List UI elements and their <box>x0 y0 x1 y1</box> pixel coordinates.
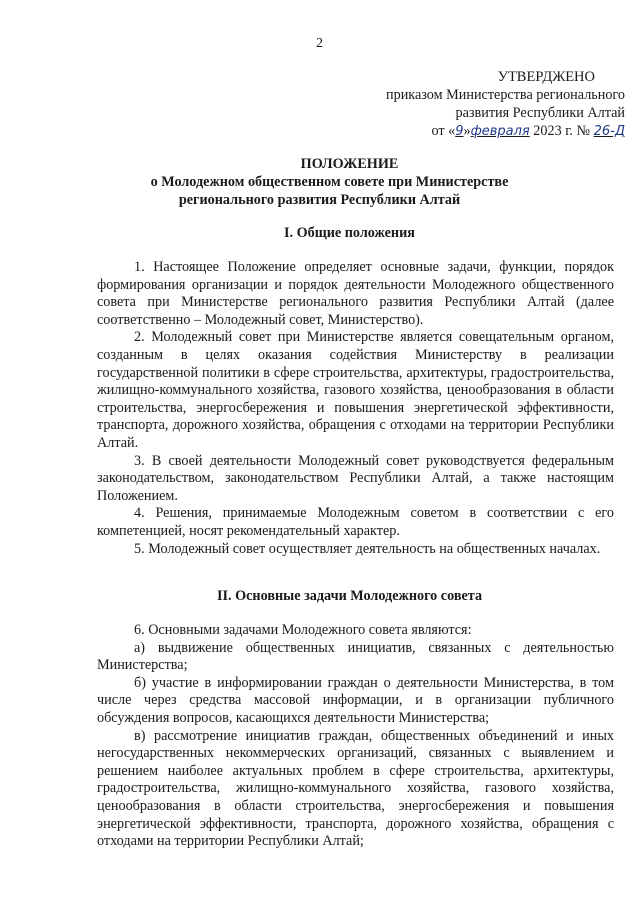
handwritten-day: 9 <box>455 124 464 139</box>
paragraph: б) участие в информировании граждан о деятельности Министерства, в том числе через средства массовой информации, и в организации публичного обсуждения вопросов, касающихся деятельности Министерства; <box>97 674 614 726</box>
title-line-2: о Молодежном общественном совете при Министерстве <box>150 174 509 190</box>
paragraph: 1. Настоящее Положение определяет основные задачи, функции, порядок формирования организации и порядок деятельности Молодежного общественного совета при Министерстве регионального развития Республики Алтай (далее соответственно – Молодежный совет, Министерство). <box>97 259 614 328</box>
section-2-heading: II. Основные задачи Молодежного совета <box>216 588 483 604</box>
date-mid: » <box>463 123 471 139</box>
approval-line-1: приказом Министерства регионального <box>386 87 625 103</box>
title-main: ПОЛОЖЕНИЕ <box>300 156 399 172</box>
paragraph: 4. Решения, принимаемые Молодежным советом в соответствии с его компетенцией, носят рекомендательный характер. <box>97 505 614 539</box>
paragraph: 5. Молодежный совет осуществляет деятельность на общественных началах. <box>134 540 601 557</box>
paragraph: 3. В своей деятельности Молодежный совет руководствуется федеральным законодательством, законодательством Республики Алтай, а также настоящим Положением. <box>97 452 614 504</box>
date-prefix: от « <box>431 123 456 139</box>
section-2-body <box>97 622 614 851</box>
section-1-body <box>97 259 614 558</box>
handwritten-month: февраля <box>470 124 530 139</box>
paragraph: 6. Основными задачами Молодежного совета являются: <box>134 622 472 638</box>
page-number: 2 <box>316 36 323 51</box>
title-line-3: регионального развития Республики Алтай <box>178 192 461 208</box>
date-year: 2023 г. № <box>529 123 594 139</box>
approval-date-line <box>340 122 625 141</box>
paragraph: в) рассмотрение инициатив граждан, общественных объединений и иных негосударственных некоммерческих организаций, связанных с выявлением и решением наиболее актуальных проблем в сфере строительства, архитектуры, градостроительства, жилищно-коммунального хозяйства, газового хозяйства, ценообразования в области строительства, энергосбережения и повышения энергетической эффективности, транспорта, дорожного хозяйства, обращения с отходами на территории Республики Алтай; <box>97 727 614 850</box>
paragraph: а) выдвижение общественных инициатив, связанных с деятельностью Министерства; <box>97 639 614 674</box>
approval-line-2: развития Республики Алтай <box>455 105 625 121</box>
paragraph: 2. Молодежный совет при Министерстве является совещательным органом, созданным в целях оказания содействия Министерству в реализации государственной политики в сфере строительства, архитектуры, градостроительства, жилищно-коммунального хозяйства, газового хозяйства, ценообразования в области строительства, энергосбережения и повышения энергетической эффективности, транспорта, дорожного хозяйства, обращения с отходами на территории Республики Алтай. <box>97 329 614 451</box>
handwritten-order-number: 26-Д <box>593 124 625 139</box>
section-1-heading: I. Общие положения <box>284 225 415 241</box>
approval-stamp <box>340 68 625 141</box>
document-title <box>0 155 639 209</box>
approval-head: УТВЕРДЖЕНО <box>497 69 595 85</box>
